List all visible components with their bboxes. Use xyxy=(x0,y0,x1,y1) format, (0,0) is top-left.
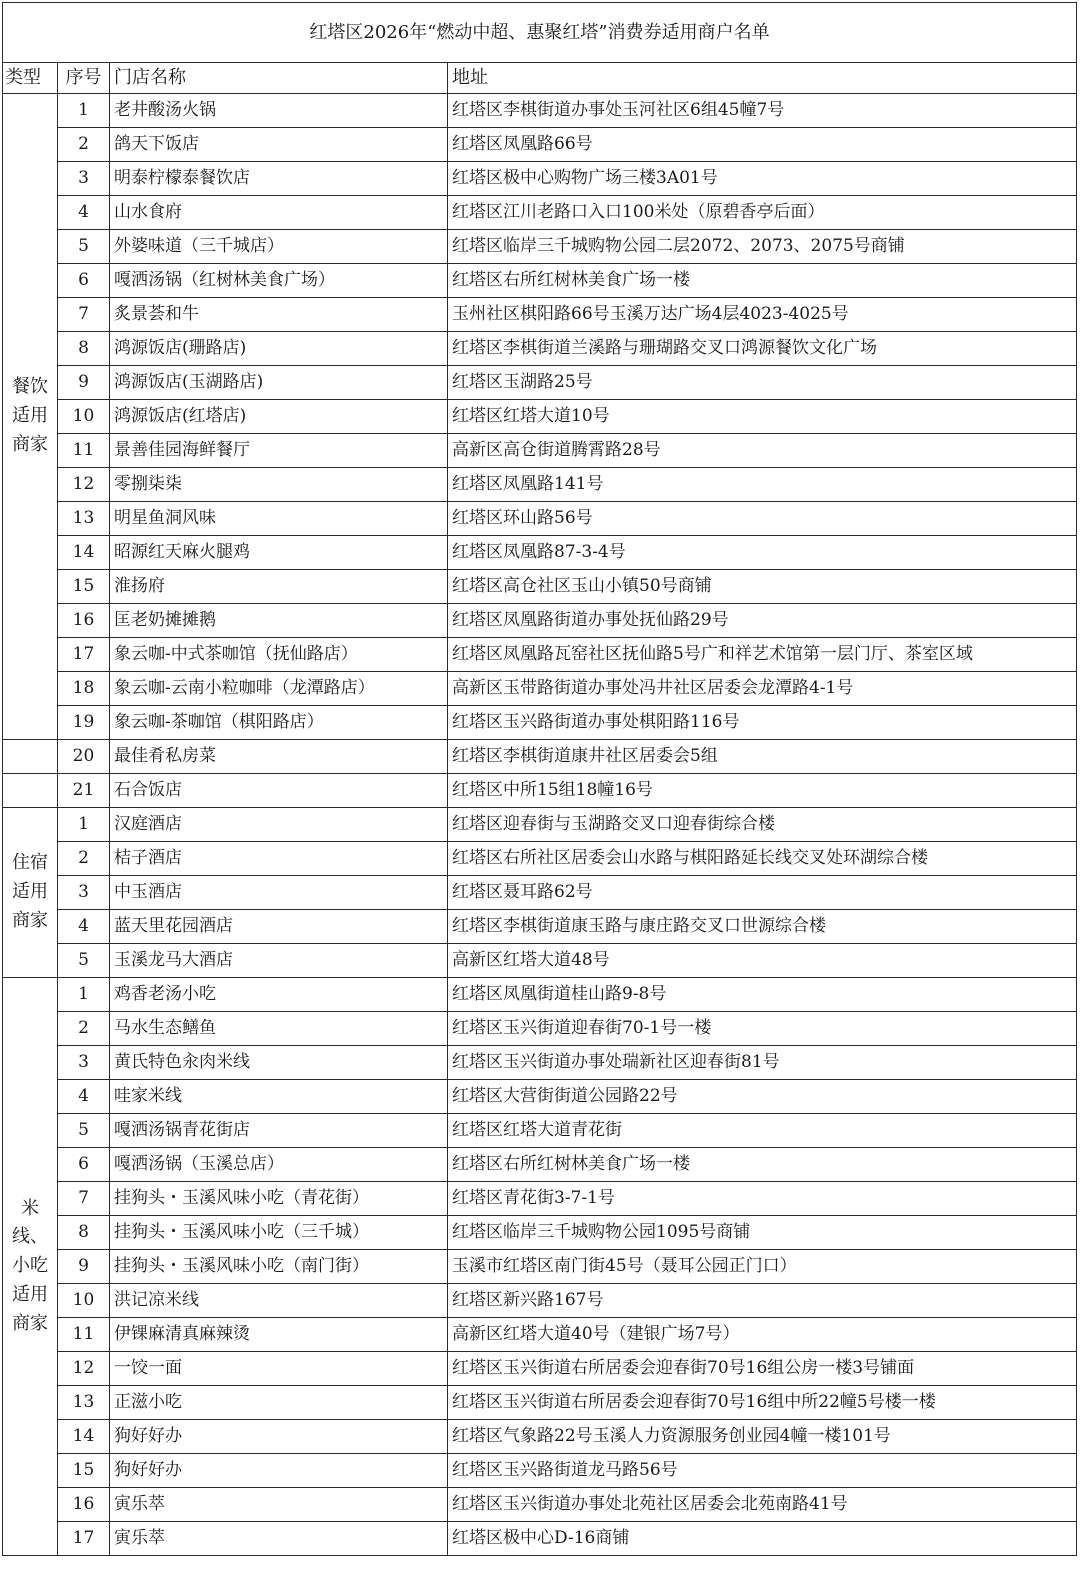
store-address: 红塔区凤凰路141号 xyxy=(448,468,1077,502)
store-address: 红塔区凤凰路街道办事处抚仙路29号 xyxy=(448,604,1077,638)
store-address: 高新区高仓街道腾霄路28号 xyxy=(448,434,1077,468)
store-address: 红塔区中所15组18幢16号 xyxy=(448,774,1077,808)
table-row xyxy=(3,638,1077,672)
row-number: 15 xyxy=(58,1454,110,1488)
merchant-list-sheet xyxy=(2,2,1076,1556)
store-address: 红塔区玉兴路街道办事处棋阳路116号 xyxy=(448,706,1077,740)
store-name: 匡老奶摊摊鹅 xyxy=(110,604,448,638)
store-address: 高新区红塔大道40号（建银广场7号） xyxy=(448,1318,1077,1352)
row-number: 17 xyxy=(58,1522,110,1556)
store-name: 最佳肴私房菜 xyxy=(110,740,448,774)
store-address: 红塔区玉兴街道迎春街70-1号一楼 xyxy=(448,1012,1077,1046)
row-number: 15 xyxy=(58,570,110,604)
table-row xyxy=(3,298,1077,332)
row-number: 11 xyxy=(58,1318,110,1352)
table-row xyxy=(3,1420,1077,1454)
store-name: 中玉酒店 xyxy=(110,876,448,910)
store-address: 红塔区青花街3-7-1号 xyxy=(448,1182,1077,1216)
store-name: 象云咖-中式茶咖馆（抚仙路店） xyxy=(110,638,448,672)
table-row xyxy=(3,230,1077,264)
store-name: 狗好好办 xyxy=(110,1420,448,1454)
store-name: 淮扬府 xyxy=(110,570,448,604)
store-name: 石合饭店 xyxy=(110,774,448,808)
store-address: 红塔区凤凰路66号 xyxy=(448,128,1077,162)
store-name: 正滋小吃 xyxy=(110,1386,448,1420)
row-number: 7 xyxy=(58,298,110,332)
store-address: 红塔区李棋街道康井社区居委会5组 xyxy=(448,740,1077,774)
table-row xyxy=(3,94,1077,128)
table-row xyxy=(3,264,1077,298)
store-name: 炙景荟和牛 xyxy=(110,298,448,332)
table-row xyxy=(3,1318,1077,1352)
row-number: 16 xyxy=(58,1488,110,1522)
row-number: 2 xyxy=(58,1012,110,1046)
table-title: 红塔区2026年“燃动中超、惠聚红塔”消费券适用商户名单 xyxy=(3,3,1077,63)
store-address: 红塔区右所红树林美食广场一楼 xyxy=(448,1148,1077,1182)
row-number: 3 xyxy=(58,876,110,910)
table-row xyxy=(3,1522,1077,1556)
store-address: 红塔区玉兴街道办事处北苑社区居委会北苑南路41号 xyxy=(448,1488,1077,1522)
table-row xyxy=(3,1046,1077,1080)
table-row xyxy=(3,434,1077,468)
store-address: 红塔区凤凰街道桂山路9-8号 xyxy=(448,978,1077,1012)
table-row xyxy=(3,536,1077,570)
store-address: 红塔区聂耳路62号 xyxy=(448,876,1077,910)
table-row xyxy=(3,1284,1077,1318)
row-number: 16 xyxy=(58,604,110,638)
store-name: 寅乐萃 xyxy=(110,1488,448,1522)
table-row xyxy=(3,1216,1077,1250)
store-name: 哇家米线 xyxy=(110,1080,448,1114)
store-address: 红塔区气象路22号玉溪人力资源服务创业园4幢一楼101号 xyxy=(448,1420,1077,1454)
store-name: 挂狗头・玉溪风味小吃（南门街） xyxy=(110,1250,448,1284)
store-name: 山水食府 xyxy=(110,196,448,230)
row-number: 3 xyxy=(58,162,110,196)
store-address: 红塔区迎春街与玉湖路交叉口迎春街综合楼 xyxy=(448,808,1077,842)
store-address: 红塔区红塔大道10号 xyxy=(448,400,1077,434)
row-number: 5 xyxy=(58,944,110,978)
store-address: 高新区玉带路街道办事处冯井社区居委会龙潭路4-1号 xyxy=(448,672,1077,706)
header-type: 类型 xyxy=(3,63,58,94)
store-name: 外婆味道（三千城店） xyxy=(110,230,448,264)
table-row xyxy=(3,910,1077,944)
row-number: 4 xyxy=(58,910,110,944)
table-row xyxy=(3,604,1077,638)
store-address: 红塔区高仓社区玉山小镇50号商铺 xyxy=(448,570,1077,604)
store-address: 红塔区玉兴街道办事处瑞新社区迎春街81号 xyxy=(448,1046,1077,1080)
store-name: 挂狗头・玉溪风味小吃（青花街） xyxy=(110,1182,448,1216)
store-address: 红塔区玉兴街道右所居委会迎春街70号16组中所22幢5号楼一楼 xyxy=(448,1386,1077,1420)
store-address: 红塔区玉兴街道右所居委会迎春街70号16组公房一楼3号铺面 xyxy=(448,1352,1077,1386)
store-name: 鸽天下饭店 xyxy=(110,128,448,162)
store-name: 马水生态鳝鱼 xyxy=(110,1012,448,1046)
store-name: 景善佳园海鲜餐厅 xyxy=(110,434,448,468)
row-number: 14 xyxy=(58,536,110,570)
store-name: 玉溪龙马大酒店 xyxy=(110,944,448,978)
table-row xyxy=(3,842,1077,876)
row-number: 11 xyxy=(58,434,110,468)
store-name: 嘎洒汤锅青花街店 xyxy=(110,1114,448,1148)
store-name: 鸿源饭店(珊路店) xyxy=(110,332,448,366)
table-row xyxy=(3,706,1077,740)
row-number: 8 xyxy=(58,1216,110,1250)
row-number: 10 xyxy=(58,1284,110,1318)
row-number: 9 xyxy=(58,366,110,400)
table-row xyxy=(3,808,1077,842)
store-address: 红塔区极中心D-16商铺 xyxy=(448,1522,1077,1556)
row-number: 12 xyxy=(58,468,110,502)
category-cell: 米线、小吃适用商家 xyxy=(3,978,58,1556)
table-row xyxy=(3,1250,1077,1284)
row-number: 13 xyxy=(58,502,110,536)
store-name: 黄氏特色汆肉米线 xyxy=(110,1046,448,1080)
store-name: 寅乐萃 xyxy=(110,1522,448,1556)
store-name: 挂狗头・玉溪风味小吃（三千城） xyxy=(110,1216,448,1250)
table-row xyxy=(3,740,1077,774)
table-row xyxy=(3,876,1077,910)
store-address: 红塔区大营街街道公园路22号 xyxy=(448,1080,1077,1114)
row-number: 1 xyxy=(58,94,110,128)
store-address: 玉溪市红塔区南门街45号（聂耳公园正门口） xyxy=(448,1250,1077,1284)
row-number: 8 xyxy=(58,332,110,366)
store-name: 狗好好办 xyxy=(110,1454,448,1488)
header-address: 地址 xyxy=(448,63,1077,94)
store-address: 玉州社区棋阳路66号玉溪万达广场4层4023-4025号 xyxy=(448,298,1077,332)
store-name: 桔子酒店 xyxy=(110,842,448,876)
row-number: 21 xyxy=(58,774,110,808)
store-address: 红塔区环山路56号 xyxy=(448,502,1077,536)
store-name: 嘎洒汤锅（红树林美食广场） xyxy=(110,264,448,298)
store-name: 明泰柠檬泰餐饮店 xyxy=(110,162,448,196)
table-row xyxy=(3,978,1077,1012)
table-row xyxy=(3,502,1077,536)
store-address: 红塔区右所红树林美食广场一楼 xyxy=(448,264,1077,298)
table-row xyxy=(3,1012,1077,1046)
store-name: 鸿源饭店(玉湖路店) xyxy=(110,366,448,400)
table-row xyxy=(3,1488,1077,1522)
table-row xyxy=(3,128,1077,162)
table-row xyxy=(3,332,1077,366)
row-number: 10 xyxy=(58,400,110,434)
store-address: 红塔区凤凰路瓦窑社区抚仙路5号广和祥艺术馆第一层门厅、茶室区域 xyxy=(448,638,1077,672)
store-name: 鸡香老汤小吃 xyxy=(110,978,448,1012)
store-address: 高新区红塔大道48号 xyxy=(448,944,1077,978)
row-number: 20 xyxy=(58,740,110,774)
merchant-table xyxy=(2,2,1077,1556)
row-number: 6 xyxy=(58,264,110,298)
store-name: 象云咖-茶咖馆（棋阳路店） xyxy=(110,706,448,740)
row-number: 12 xyxy=(58,1352,110,1386)
row-number: 4 xyxy=(58,1080,110,1114)
store-name: 象云咖-云南小粒咖啡（龙潭路店） xyxy=(110,672,448,706)
row-number: 3 xyxy=(58,1046,110,1080)
header-no: 序号 xyxy=(58,63,110,94)
category-cell: 餐饮适用商家 xyxy=(3,94,58,740)
row-number: 1 xyxy=(58,978,110,1012)
store-address: 红塔区玉兴路街道龙马路56号 xyxy=(448,1454,1077,1488)
table-row xyxy=(3,570,1077,604)
store-name: 嘎洒汤锅（玉溪总店） xyxy=(110,1148,448,1182)
store-name: 昭源红天麻火腿鸡 xyxy=(110,536,448,570)
row-number: 5 xyxy=(58,230,110,264)
category-cell xyxy=(3,740,58,774)
row-number: 9 xyxy=(58,1250,110,1284)
store-address: 红塔区临岸三千城购物公园1095号商铺 xyxy=(448,1216,1077,1250)
store-address: 红塔区新兴路167号 xyxy=(448,1284,1077,1318)
table-row xyxy=(3,672,1077,706)
category-cell xyxy=(3,774,58,808)
table-row xyxy=(3,400,1077,434)
store-address: 红塔区李棋街道康玉路与康庄路交叉口世源综合楼 xyxy=(448,910,1077,944)
row-number: 14 xyxy=(58,1420,110,1454)
row-number: 5 xyxy=(58,1114,110,1148)
table-row xyxy=(3,162,1077,196)
table-row xyxy=(3,1148,1077,1182)
store-name: 蓝天里花园酒店 xyxy=(110,910,448,944)
row-number: 7 xyxy=(58,1182,110,1216)
table-row xyxy=(3,196,1077,230)
store-address: 红塔区右所社区居委会山水路与棋阳路延长线交叉处环湖综合楼 xyxy=(448,842,1077,876)
table-row xyxy=(3,468,1077,502)
table-row xyxy=(3,1352,1077,1386)
store-address: 红塔区玉湖路25号 xyxy=(448,366,1077,400)
row-number: 19 xyxy=(58,706,110,740)
title-row xyxy=(3,3,1077,63)
table-row xyxy=(3,366,1077,400)
store-address: 红塔区李棋街道兰溪路与珊瑚路交叉口鸿源餐饮文化广场 xyxy=(448,332,1077,366)
store-name: 汉庭酒店 xyxy=(110,808,448,842)
header-name: 门店名称 xyxy=(110,63,448,94)
store-address: 红塔区极中心购物广场三楼3A01号 xyxy=(448,162,1077,196)
store-address: 红塔区李棋街道办事处玉河社区6组45幢7号 xyxy=(448,94,1077,128)
table-row xyxy=(3,944,1077,978)
row-number: 2 xyxy=(58,128,110,162)
store-name: 老井酸汤火锅 xyxy=(110,94,448,128)
table-row xyxy=(3,1114,1077,1148)
store-name: 一饺一面 xyxy=(110,1352,448,1386)
table-row xyxy=(3,1454,1077,1488)
store-name: 伊锞麻清真麻辣烫 xyxy=(110,1318,448,1352)
table-row xyxy=(3,1182,1077,1216)
store-name: 洪记凉米线 xyxy=(110,1284,448,1318)
row-number: 4 xyxy=(58,196,110,230)
store-address: 红塔区凤凰路87-3-4号 xyxy=(448,536,1077,570)
row-number: 17 xyxy=(58,638,110,672)
store-address: 红塔区江川老路口入口100米处（原碧香亭后面） xyxy=(448,196,1077,230)
category-cell: 住宿适用商家 xyxy=(3,808,58,978)
row-number: 18 xyxy=(58,672,110,706)
row-number: 13 xyxy=(58,1386,110,1420)
store-name: 零捌柒柒 xyxy=(110,468,448,502)
store-address: 红塔区临岸三千城购物公园二层2072、2073、2075号商铺 xyxy=(448,230,1077,264)
row-number: 6 xyxy=(58,1148,110,1182)
store-address: 红塔区红塔大道青花街 xyxy=(448,1114,1077,1148)
store-name: 明星鱼洞风味 xyxy=(110,502,448,536)
row-number: 1 xyxy=(58,808,110,842)
table-row xyxy=(3,1080,1077,1114)
store-name: 鸿源饭店(红塔店) xyxy=(110,400,448,434)
table-row xyxy=(3,1386,1077,1420)
row-number: 2 xyxy=(58,842,110,876)
header-row xyxy=(3,63,1077,94)
table-row xyxy=(3,774,1077,808)
